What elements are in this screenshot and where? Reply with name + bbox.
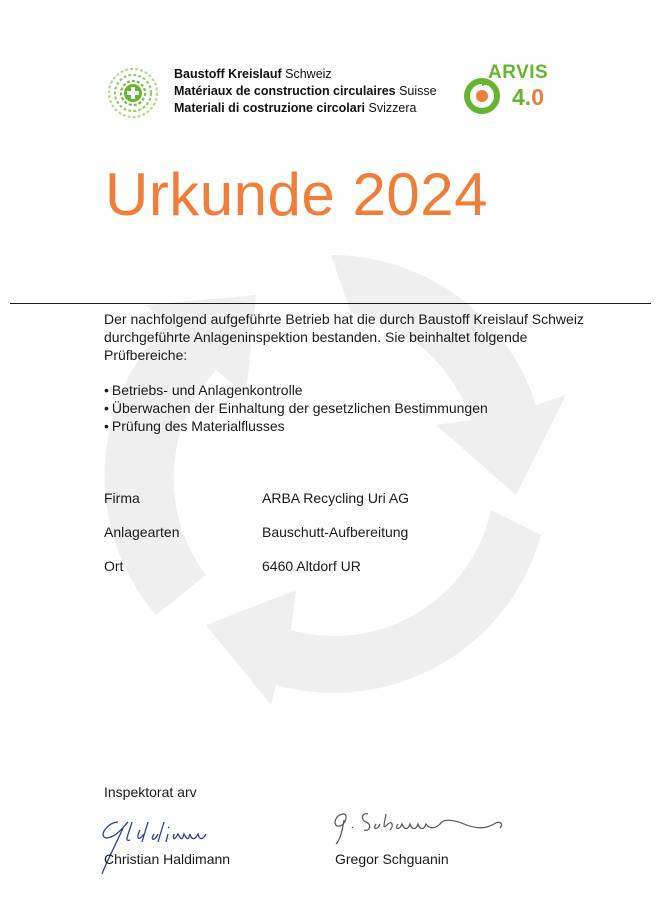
fact-value: Bauschutt-Aufbereitung: [262, 524, 409, 540]
org-country-it: Svizzera: [365, 101, 417, 115]
arvis-version: 4.0: [512, 84, 544, 110]
fact-label: Anlagearten: [104, 524, 180, 540]
baustoff-kreislauf-logo-icon: [102, 66, 164, 120]
inspection-areas: [104, 381, 488, 435]
org-country-de: Schweiz: [281, 67, 332, 81]
fact-label: Ort: [104, 558, 124, 574]
org-name-fr: Matériaux de construction circulaires: [174, 84, 396, 98]
org-name-de: Baustoff Kreislauf: [174, 67, 282, 81]
signatory-name: Gregor Schguanin: [335, 851, 449, 867]
certificate-title: Urkunde 2024: [105, 161, 488, 228]
fact-value: ARBA Recycling Uri AG: [262, 490, 410, 506]
fact-label: Firma: [104, 490, 140, 506]
signature-haldimann: [84, 808, 234, 878]
inspectorate-label: Inspektorat arv: [104, 784, 197, 800]
divider: [10, 303, 651, 304]
org-country-fr: Suisse: [395, 84, 437, 98]
arvis-wordmark: ARVIS: [488, 62, 549, 83]
org-name-it: Materiali di costruzione circolari: [174, 101, 366, 115]
header: [102, 62, 572, 122]
list-item: • Betriebs- und Anlagenkontrolle: [104, 381, 488, 399]
organisation-names: [174, 66, 437, 117]
signature-schguanin: [324, 800, 524, 846]
fact-value: 6460 Altdorf UR: [262, 558, 361, 574]
list-item: • Überwachen der Einhaltung der gesetzlichen Bestimmungen: [104, 399, 488, 417]
recycling-watermark: [96, 235, 566, 705]
signatory-name: Christian Haldimann: [104, 851, 231, 867]
list-item: • Prüfung des Materialflusses: [104, 417, 488, 435]
intro-text: Der nachfolgend aufgeführte Betrieb hat die durch Baustoff Kreislauf Schweiz durchgeführte Anlageninspektion bestanden. Sie beinhaltet folgende Prüfbereiche:: [104, 311, 584, 363]
arvis-logo: [462, 62, 570, 120]
